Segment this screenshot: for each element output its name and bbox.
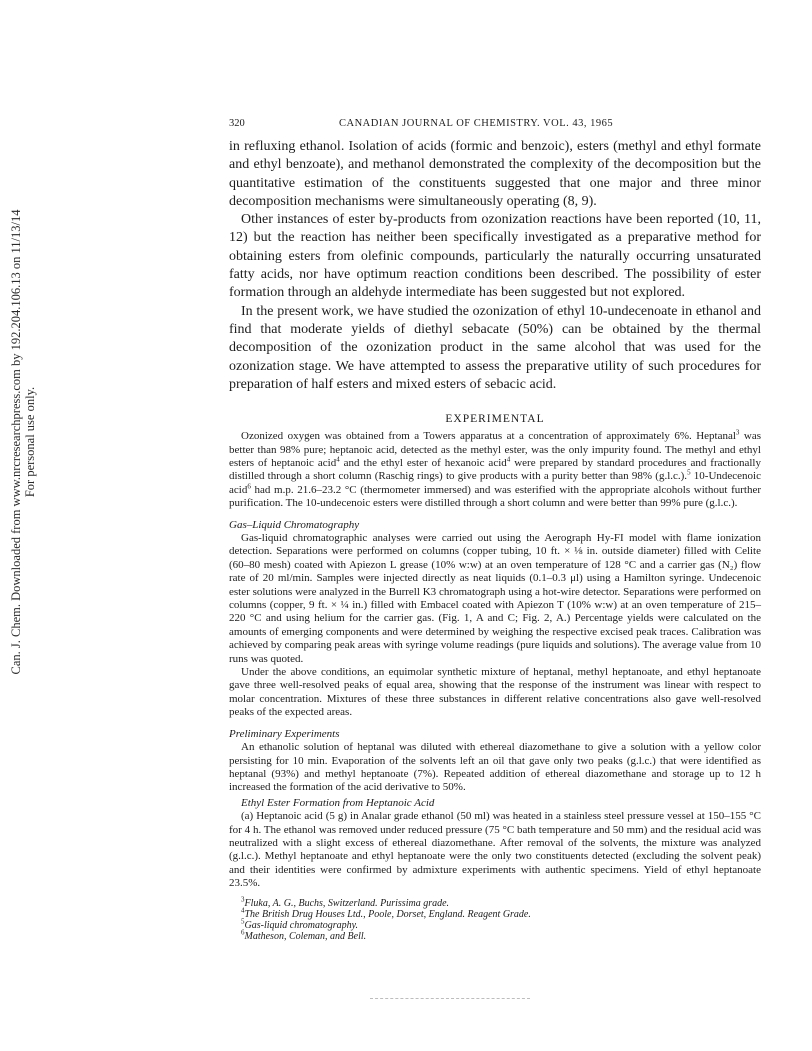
footnote-ref: 4 xyxy=(336,455,340,464)
footnote-ref: 6 xyxy=(247,482,251,491)
download-watermark-text xyxy=(9,210,37,675)
scan-artifact-line xyxy=(370,998,530,999)
ethyl-ester-paragraph: (a) Heptanoic acid (5 g) in Analar grade ethanol (50 ml) was heated in a stainless steel pressure vessel at 150–155 °C for 4 h. The ethanol was removed under reduced pressure (75 °C bath temperature and 50 mm) and the residual acid was neutralized with a slight excess of ethereal diazomethane. After removal of the solvents, the mixture was analyzed (g.l.c.). Methyl heptanoate and ethyl heptanoate were the only two constituents detected (excluding the solvent peak) and their identities were confirmed by admixture experiments with authentic specimens. Yield of ethyl heptanoate 23.5%. xyxy=(229,810,761,890)
intro-paragraph: in refluxing ethanol. Isolation of acids (formic and benzoic), esters (methyl and ethyl formate and ethyl benzoate), and methanol demonstrated the complexity of the decomposition but the quantitative estimation of the constituents suggested that one major and three minor decomposition mechanisms were simultaneously operating (8, 9). xyxy=(229,139,761,209)
download-watermark xyxy=(3,190,43,695)
footnote-ref: 3 xyxy=(735,428,740,437)
footnote: $^6$Matheson, Coleman, and Bell. xyxy=(241,928,367,943)
section-title: EXPERIMENTAL xyxy=(445,413,545,426)
watermark-line-1: Can. J. Chem. Downloaded from www.nrcresearchpress.com by 192.204.106.13 on 11/13/14 xyxy=(9,209,23,675)
introduction-text xyxy=(229,138,761,394)
intro-paragraph: In the present work, we have studied the ozonization of ethyl 10-undecenoate in ethanol and find that moderate yields of diethyl sebacate (50%) can be obtained by the thermal decomposition of the ozonization product in the same alcohol that was used for the ozonization stage. We have attempted to assess the preparative utility of such procedures for preparation of half esters and mixed esters of sebacic acid. xyxy=(229,303,761,392)
footnotes xyxy=(241,895,761,943)
glc-paragraph: Under the above conditions, an equimolar synthetic mixture of heptanal, methyl heptanoate, and ethyl heptanoate gave three well-resolved peaks of equal area, showing that the response of the instrument was linear with respect to molar concentration. Mixtures of these three substances in different relative concentrations also gave well-resolved peaks of the expected areas. xyxy=(229,666,761,719)
footnote: $^5$Gas-liquid chromatography. xyxy=(241,917,359,931)
intro-paragraph: Other instances of ester by-products from ozonization reactions have been reported (10, 11, 12) but the reaction has neither been specifically investigated as a preparative method for obtaining esters from olefinic compounds, particularly the naturally occurring unsaturated fatty acids, nor have optimum reaction conditions been described. The possibility of ester formation through an aldehyde intermediate has been suggested but not explored. xyxy=(229,212,761,301)
footnote-ref: 5 xyxy=(687,468,691,477)
footnote: $^3$Fluka, A. G., Buchs, Switzerland. Purissima grade. xyxy=(241,895,450,909)
page-header xyxy=(229,118,761,134)
preliminary-paragraph: An ethanolic solution of heptanal was diluted with ethereal diazomethane to give a solution with a yellow color persisting for 10 min. Evaporation of the solvents left an oil that gave only two peaks (g.l.c.) that were identified as heptanal (93%) and methyl heptanoate (7%). Repeated addition of ethereal diazomethane and storage up to 12 h increased the formation of the acid derivative to 50%. xyxy=(229,741,761,794)
subsection-heading: Preliminary Experiments xyxy=(229,727,340,740)
glc-paragraph: Gas-liquid chromatographic analyses were carried out using the Aerograph Hy-FI model with flame ionization detection. Separations were performed on columns (copper tubing, 10 ft. × ⅛ in. outside diameter) filled with Celite (60–80 mesh) coated with Apiezon L grease (10% w:w) at an oven temperature of 128 °C and a carrier gas (N₂) flow rate of 20 ml/min. Samples were injected directly as neat liquids (0.1–0.3 μl) using a Hamilton syringe. Undecenoic ester solutions were analyzed in the Burrell K3 chromatograph using a hot-wire detector. Separations were performed on columns (copper, 9 ft. × ¼ in.) filled with Embacel coated with Apiezon T (10% w:w) at an oven temperature of 215–220 °C and using helium for the carrier gas. (Fig. 1, A and C; Fig. 2, A.) Percentage yields were calculated on the amounts of emerging components and were determined by weighing the respective excised peak traces. Calibration was achieved by comparing peak areas with syringe volume readings (pure liquids and solutions). The average value from 10 runs was quoted. xyxy=(229,532,761,665)
materials-paragraph: Ozonized oxygen was obtained from a Towers apparatus at a concentration of approximately 6%. Heptanal$^3$ was better than 98% pure; heptanoic acid, detected as the methyl ester, was the only impurity found. The methyl and ethyl esters of heptanoic acid$^4$ and the ethyl ester of hexanoic acid$^4$ were prepared by standard procedures and fractionally distilled through a short column (Raschig rings) to give products with a purity better than 98% (g.l.c.).$^5$ 10-Undecenoic acid$^6$ had m.p. 21.6–23.2 °C (thermometer immersed) and was esterified with the appropriate alcohols without further purification. The 10-undecenoic esters were distilled through a short column and were better than 99% pure (g.l.c.). xyxy=(229,428,761,510)
subsection-heading: Gas–Liquid Chromatography xyxy=(229,518,360,531)
journal-page xyxy=(229,118,761,942)
subsection-heading: Ethyl Ester Formation from Heptanoic Acid xyxy=(241,796,435,809)
footnote: $^4$The British Drug Houses Ltd., Poole, Dorset, England. Reagent Grade. xyxy=(241,906,531,920)
experimental-section xyxy=(229,430,761,890)
footnote-ref: 4 xyxy=(506,455,511,464)
page-number: 320 xyxy=(229,118,245,129)
running-head: CANADIAN JOURNAL OF CHEMISTRY. VOL. 43, 1965 xyxy=(339,118,614,129)
watermark-line-2: For personal use only. xyxy=(23,386,37,498)
